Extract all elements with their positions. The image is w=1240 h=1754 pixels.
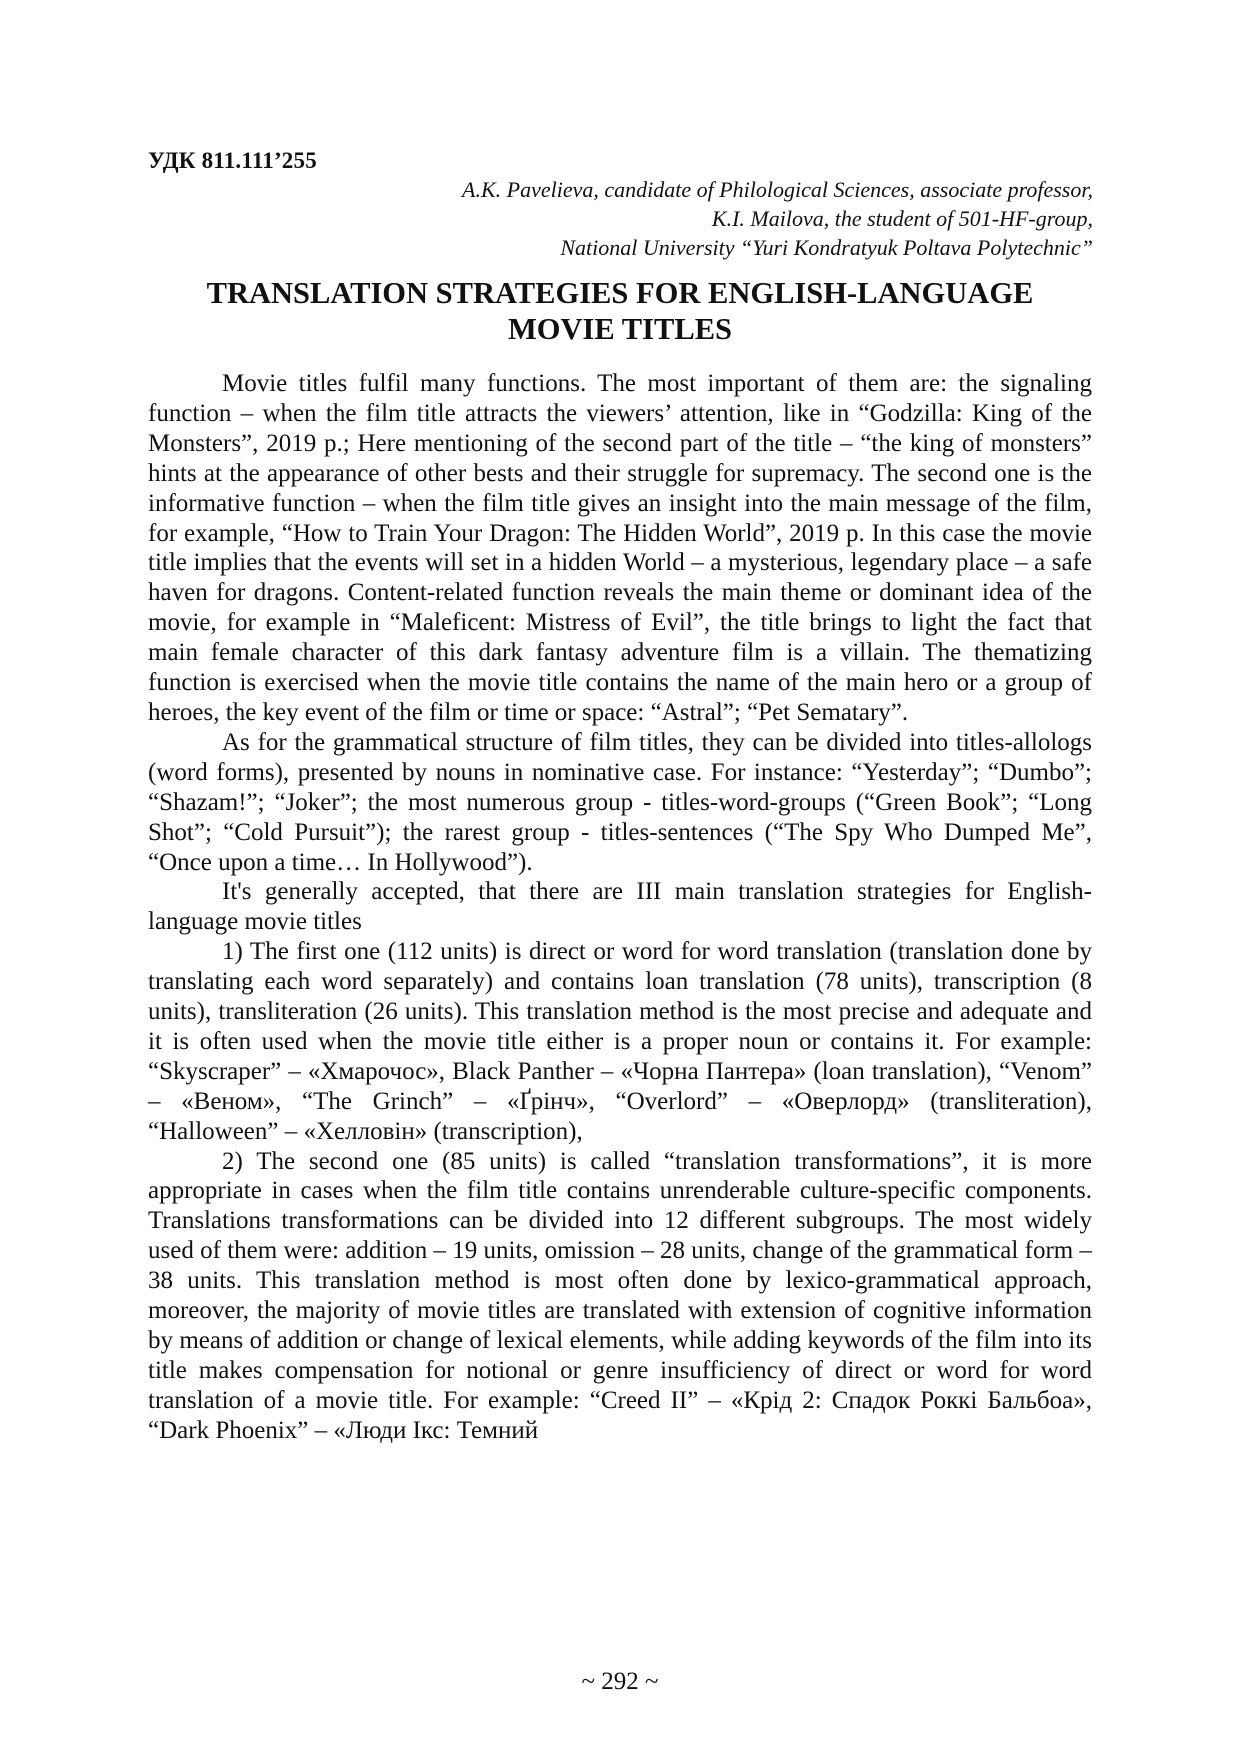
paragraph-functions: Movie titles fulfil many functions. The most important of them are: the signaling function – when the film title attracts the viewers’ attention, like in “Godzilla: King of the Monsters”, 2019 р.; Here mentioning of the second part of the title – “the king of monsters” hints at the appearance of other bests and their struggle for supremacy. The second one is the informative function – when the film title gives an insight into the main message of the film, for example, “How to Train Your Dragon: The Hidden World”, 2019 р. In this case the movie title implies that the events will set in a hidden World – a mysterious, legendary place – a safe haven for dragons. Content-related function reveals the main theme or dominant idea of the movie, for example in “Maleficent: Mistress of Evil”, the title brings to light the fact that main female character of this dark fantasy adventure film is a villain. The thematizing function is exercised when the movie title contains the name of the main hero or a group of heroes, the key event of the film or time or space: “Astral”; “Pet Sematary”. <box>148 370 1092 726</box>
author-line: A.K. Pavelieva, candidate of Philological Sciences, associate professor, <box>462 177 1093 202</box>
author-line: K.I. Mailova, the student of 501-HF-group, <box>711 206 1093 231</box>
author-block <box>193 175 1093 262</box>
article-title <box>148 275 1092 347</box>
title-line: MOVIE TITLES <box>507 312 733 346</box>
paragraph-strategy-2: 2) The second one (85 units) is called “translation transformations”, it is more appropriate in cases when the film title contains unrenderable culture-specific components. Translations transformations can be divided into 12 different subgroups. The most widely used of them were: addition – 19 units, omission – 28 units, change of the grammatical form – 38 units. This translation method is most often done by lexico-grammatical approach, moreover, the majority of movie titles are translated with extension of cognitive information by means of addition or change of lexical elements, while adding keywords of the film into its title makes compensation for notional or genre insufficiency of direct or word for word translation of a movie title. For example: “Creed II” – «Крід 2: Спадок Роккі Бальбоа», “Dark Phoenix” – «Люди Ікс: Темний <box>148 1147 1092 1444</box>
udc-code: УДК 811.111’255 <box>148 148 317 173</box>
article-body <box>148 369 1092 1446</box>
paragraph-grammar: As for the grammatical structure of film titles, they can be divided into titles-allologs (word forms), presented by nouns in nominative case. For instance: “Yesterday”; “Dumbo”; “Shazam!”; “Joker”; the most numerous group - titles-word-groups (“Green Book”; “Long Shot”; “Cold Pursuit”); the rarest group - titles-sentences (“The Spy Who Dumped Me”, “Once upon a time… In Hollywood”). <box>148 728 1092 876</box>
author-affiliation: National University “Yuri Kondratyuk Poltava Polytechnic” <box>560 235 1093 260</box>
paragraph-strategy-1: 1) The first one (112 units) is direct or word for word translation (translation done by translating each word separately) and contains loan translation (78 units), transcription (8 units), transliteration (26 units). This translation method is the most precise and adequate and it is often used when the movie title either is a proper noun or contains it. For example: “Skyscraper” – «Хмарочос», Black Panther – «Чорна Пантера» (loan translation), “Venom” – «Веном», “The Grinch” – «Ґрінч», “Overlord” – «Оверлорд» (transliteration), “Halloween” – «Хелловін» (transcription), <box>148 938 1092 1145</box>
page-number: ~ 292 ~ <box>581 1668 659 1695</box>
title-line: TRANSLATION STRATEGIES FOR ENGLISH-LANGUAGE <box>206 276 1034 310</box>
paragraph-strategies-intro: It's generally accepted, that there are III main translation strategies for English-language movie titles <box>148 878 1092 936</box>
